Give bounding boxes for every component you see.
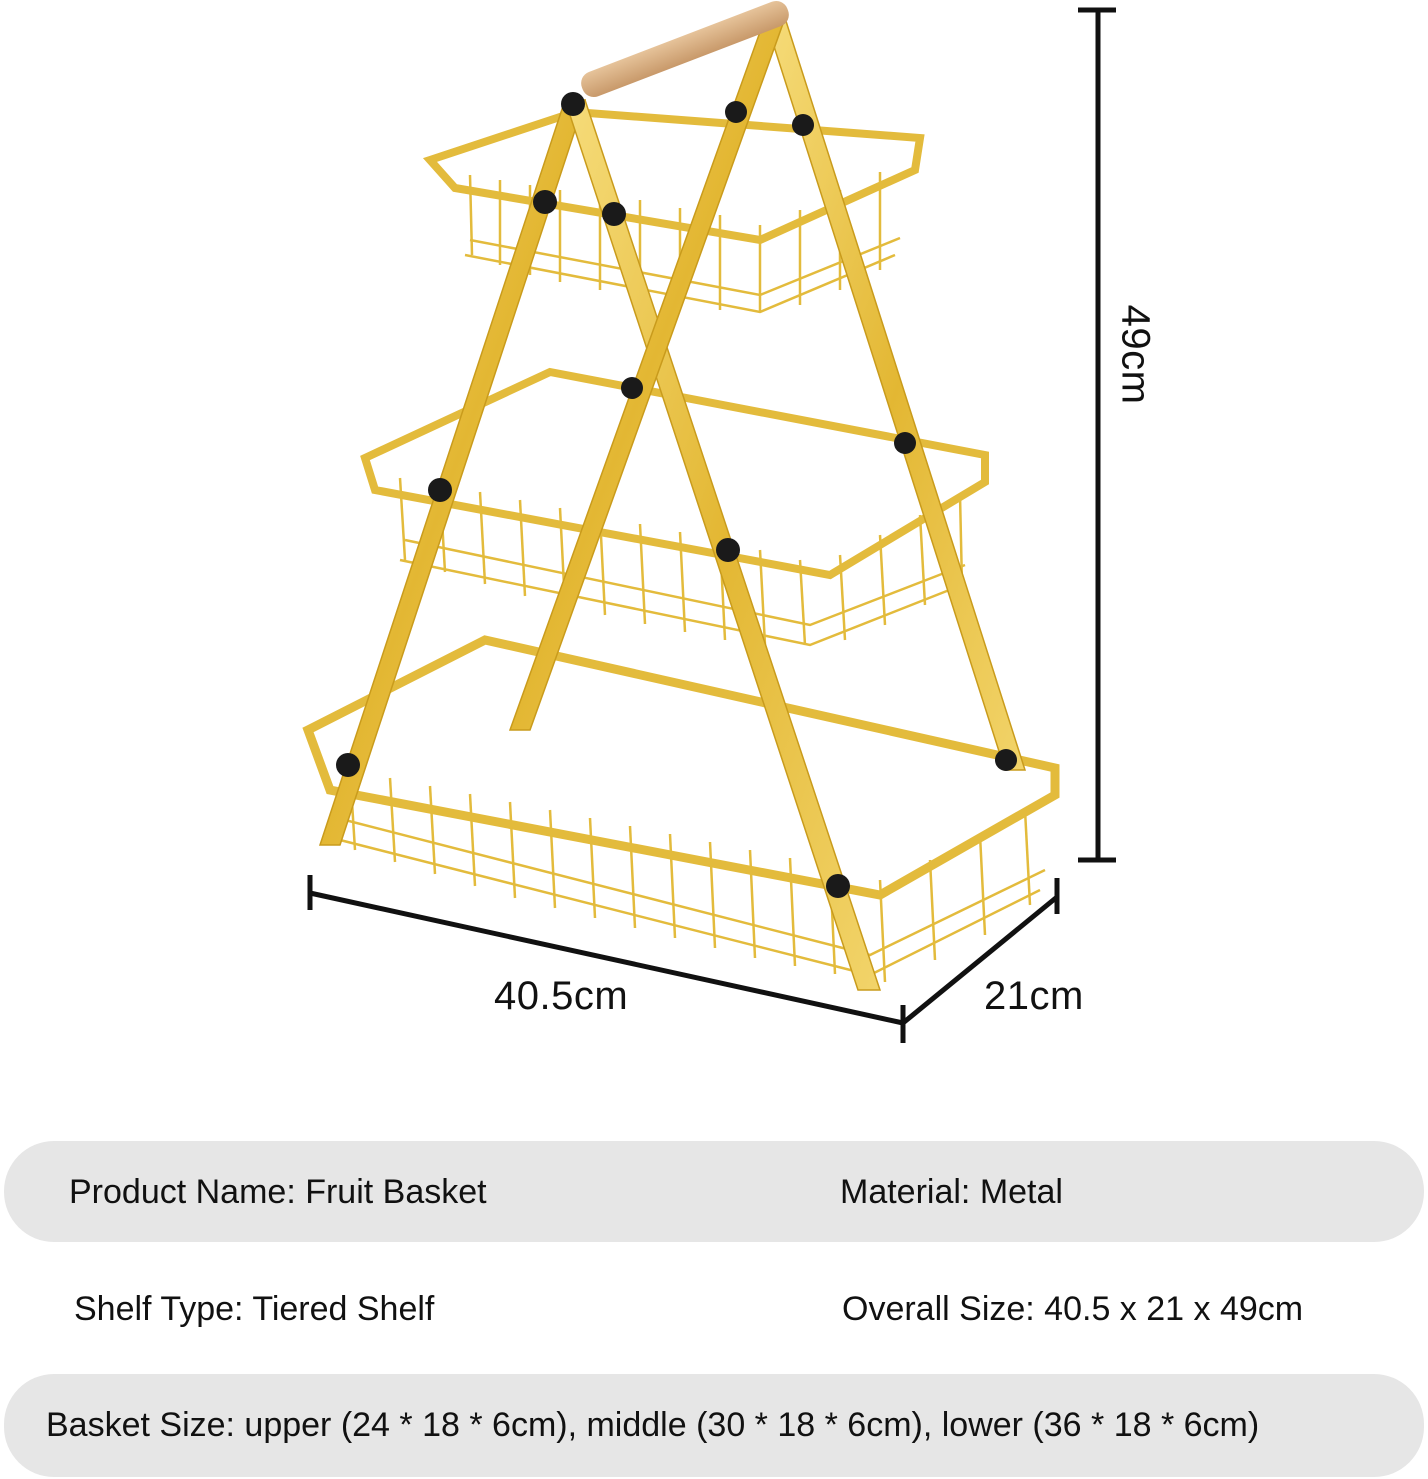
width-label: 40.5cm xyxy=(494,974,629,1018)
basket-size-spec: Basket Size: upper (24 * 18 * 6cm), middle (30 * 18 * 6cm), lower (36 * 18 * 6cm) xyxy=(46,1406,1260,1444)
frame-knobs xyxy=(336,92,1017,898)
shelf-type-spec: Shelf Type: Tiered Shelf xyxy=(74,1290,435,1328)
product-name-spec: Product Name: Fruit Basket xyxy=(69,1173,487,1211)
overall-size-spec: Overall Size: 40.5 x 21 x 49cm xyxy=(842,1290,1304,1328)
depth-label: 21cm xyxy=(984,974,1084,1018)
lower-basket xyxy=(308,640,1055,982)
height-label: 49cm xyxy=(1113,304,1158,405)
material-spec: Material: Metal xyxy=(840,1173,1063,1211)
height-dimension-line xyxy=(1078,10,1116,860)
